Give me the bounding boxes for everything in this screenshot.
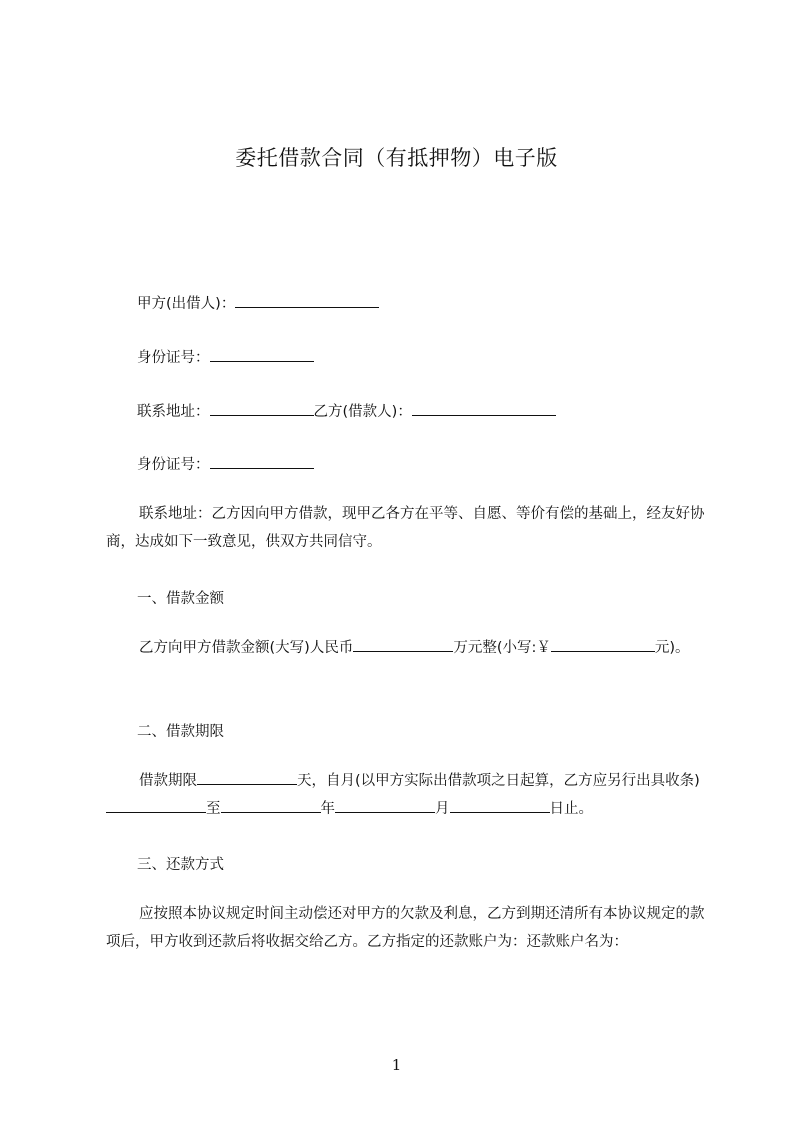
section2-heading: 二、借款期限: [137, 724, 224, 740]
end-day-blank: [450, 798, 550, 813]
section1-part1: 乙方向甲方借款金额(大写)人民币: [139, 640, 354, 656]
start-date-blank: [106, 798, 206, 813]
address-label: 联系地址：: [137, 404, 210, 420]
intro-text: 联系地址：乙方因向甲方借款，现甲乙各方在平等、自愿、等价有偿的基础上，经友好协商，达成如下一致意见，供双方共同信守。: [106, 506, 705, 550]
section1-paragraph: [106, 634, 706, 662]
intro-paragraph: [106, 500, 706, 556]
section3-heading: 三、还款方式: [137, 857, 224, 873]
id-field-2: [137, 453, 314, 474]
id-field-1: [137, 346, 314, 367]
end-year-blank: [221, 798, 321, 813]
id-blank-2: [210, 454, 314, 469]
id-label-1: 身份证号：: [137, 350, 210, 366]
section1-heading: 一、借款金额: [137, 591, 224, 607]
section1-part2: 万元整(小写:￥: [453, 640, 551, 656]
borrower-blank: [412, 401, 556, 416]
days-blank: [197, 770, 297, 785]
borrower-label: 乙方(借款人)：: [313, 404, 412, 420]
lender-blank: [235, 293, 379, 308]
lender-label: 甲方(出借人)：: [137, 296, 236, 312]
address-blank: [210, 401, 314, 416]
section2-part4: 年: [320, 801, 335, 817]
section2-part3: 至: [206, 801, 221, 817]
id-label-2: 身份证号：: [137, 457, 210, 473]
amount-upper-blank: [353, 637, 453, 652]
section2-part6: 日止。: [549, 801, 593, 817]
page-number: 1: [391, 1056, 402, 1074]
amount-lower-blank: [551, 637, 655, 652]
section2-part5: 月: [435, 801, 450, 817]
lender-field: [137, 292, 379, 313]
section2-paragraph: [106, 767, 706, 823]
section3-text: 应按照本协议规定时间主动偿还对甲方的欠款及利息，乙方到期还清所有本协议规定的款项后，甲方收到还款后将收据交给乙方。乙方指定的还款账户为：还款账户名为：: [106, 906, 705, 950]
id-blank-1: [210, 347, 314, 362]
section1-part3: 元)。: [654, 640, 690, 656]
document-title: 委托借款合同（有抵押物）电子版: [235, 146, 558, 170]
end-month-blank: [335, 798, 435, 813]
section2-part2: 天，自月(以甲方实际出借款项之日起算，乙方应另行出具收条): [297, 773, 700, 789]
section3-paragraph: [106, 900, 706, 956]
address-borrower-field: [137, 400, 556, 421]
section2-part1: 借款期限: [139, 773, 197, 789]
